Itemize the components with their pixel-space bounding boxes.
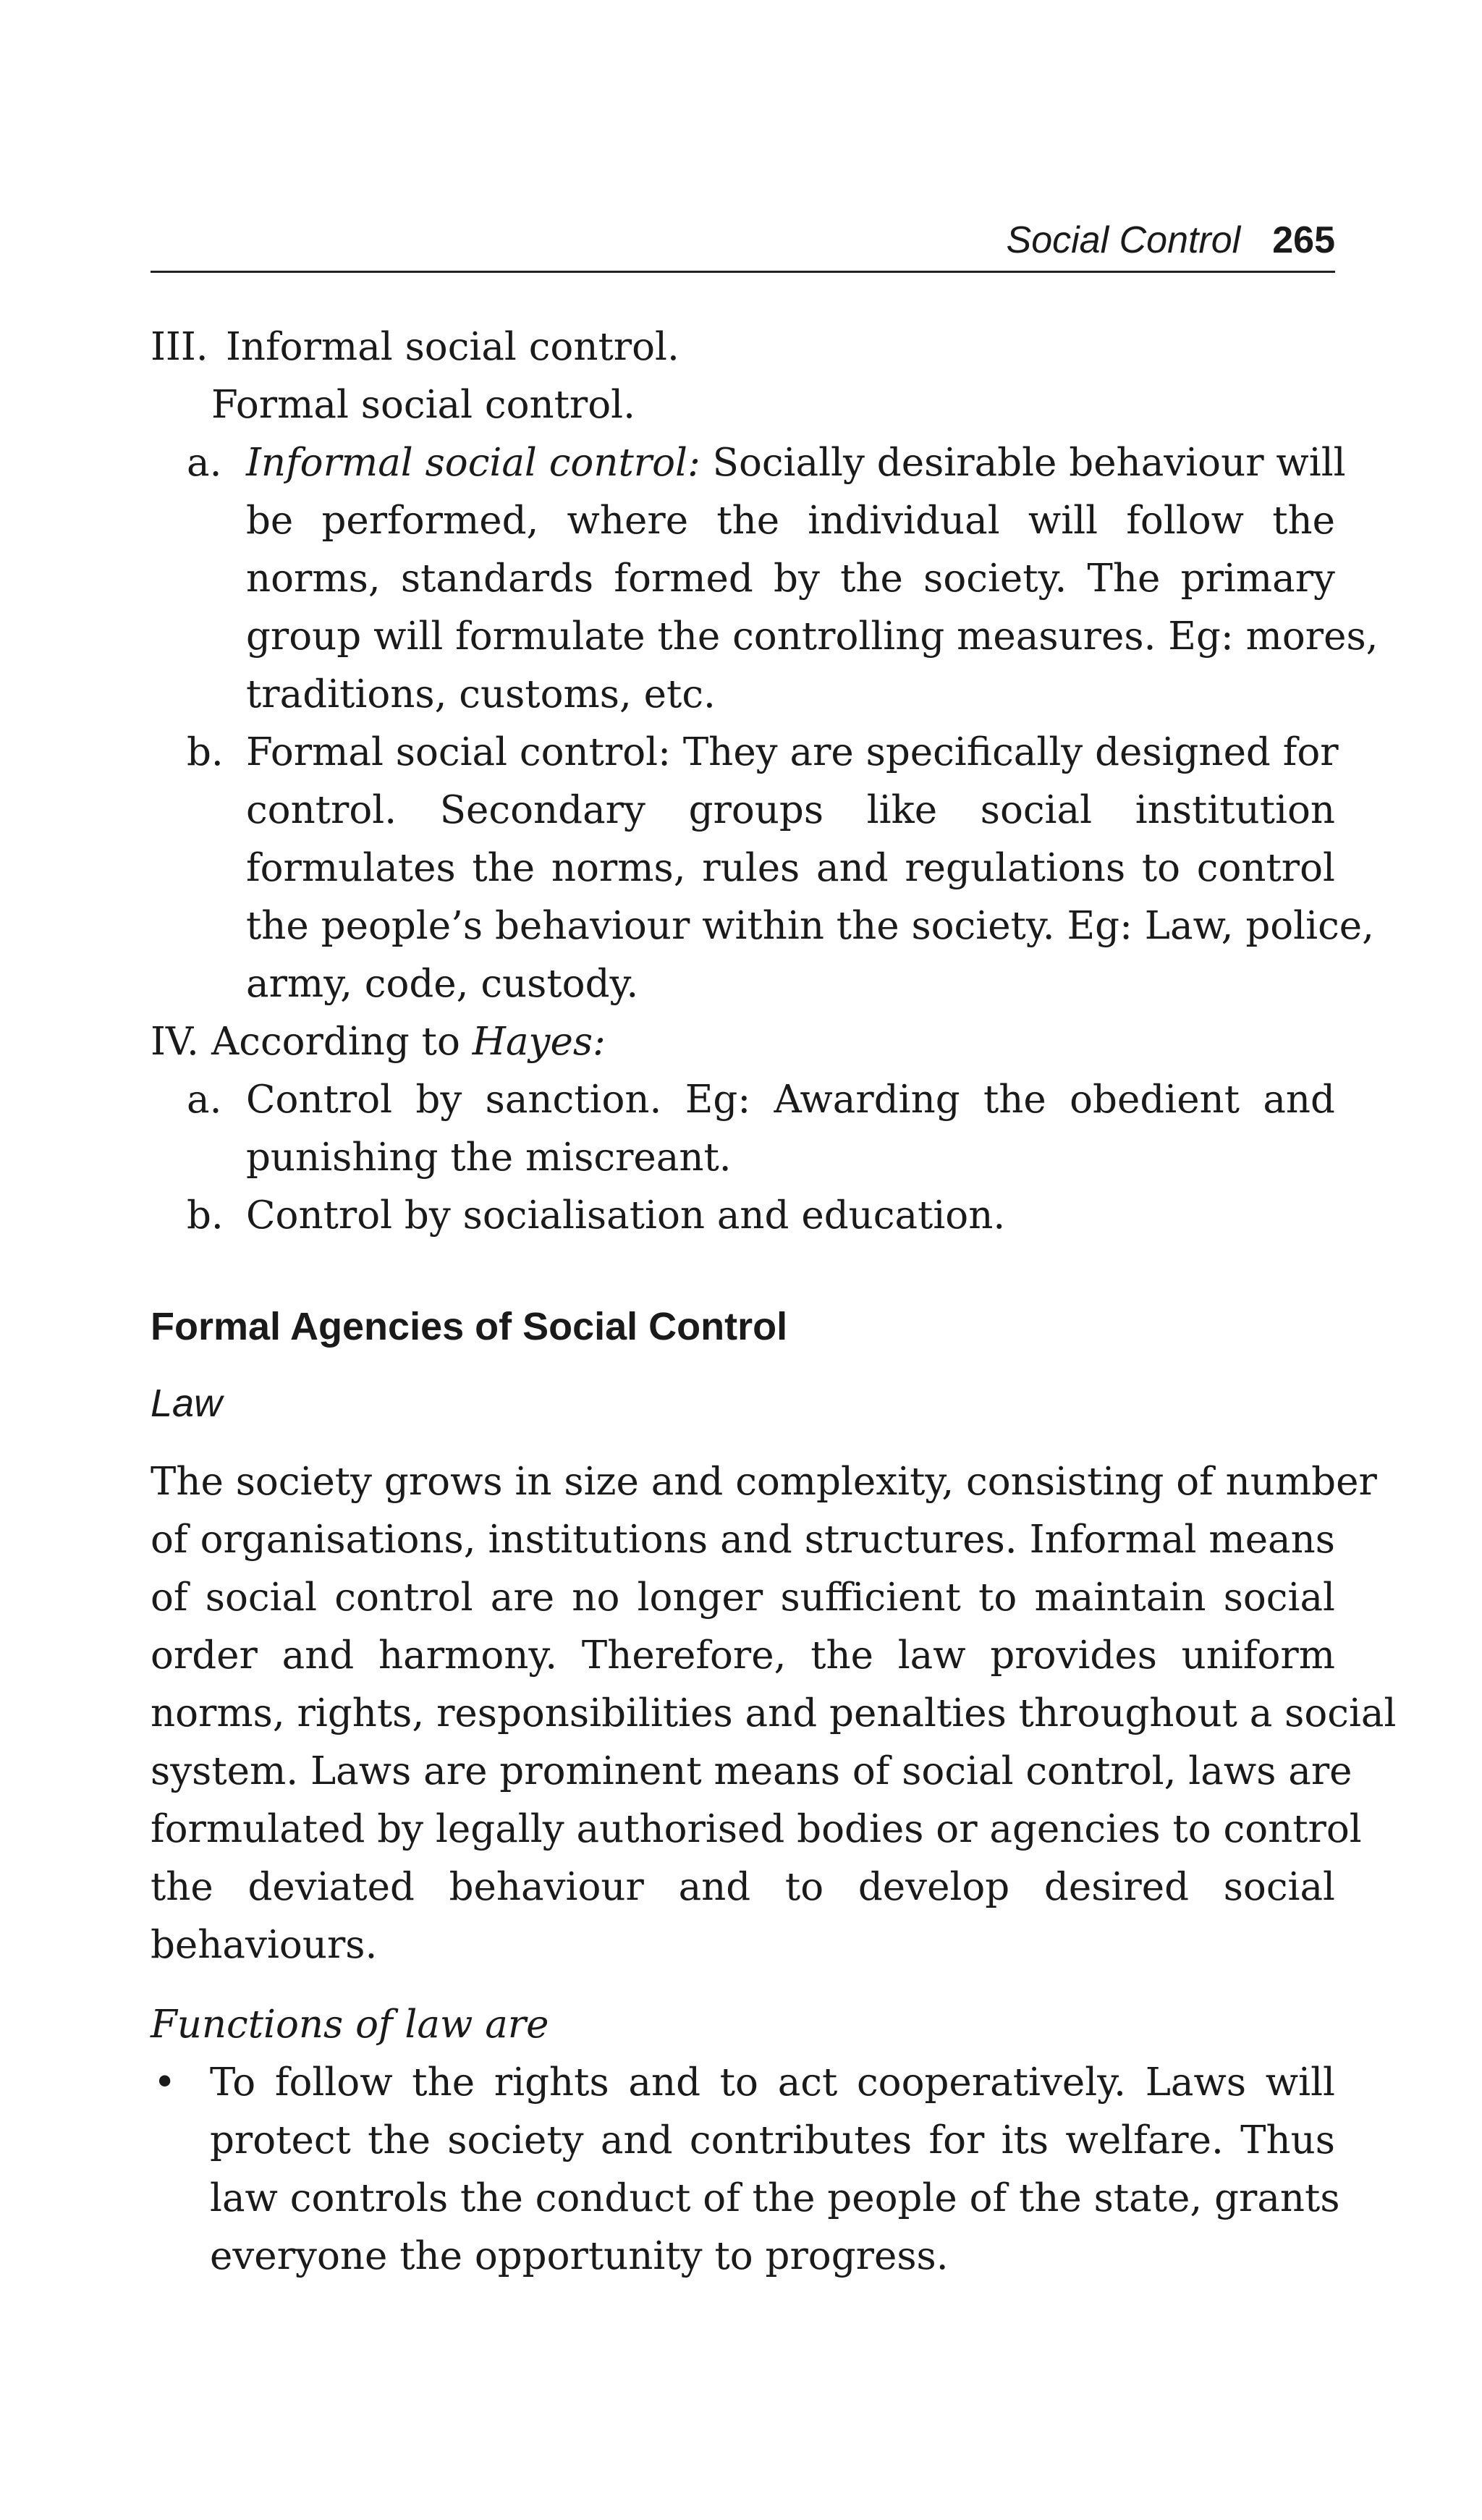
text-line: behaviours. <box>151 1923 378 1967</box>
bullet-item <box>151 2054 1340 2286</box>
text-line: Formal social control: They are specifically designed for <box>246 730 1339 774</box>
text-line: protect the society and contributes for its welfare. Thus <box>210 2118 1335 2162</box>
text-line: punishing the miscreant. <box>246 1136 732 1180</box>
running-head <box>151 210 1335 273</box>
text-line: traditions, customs, etc. <box>246 672 716 716</box>
text-line: control. Secondary groups like social institution <box>246 788 1335 832</box>
running-head-title: Social Control <box>1006 219 1241 261</box>
section-iv-header <box>151 1013 1335 1071</box>
text-line: The society grows in size and complexity, consisting of number <box>151 1460 1377 1504</box>
section-iv-marker: IV. <box>151 1020 199 1064</box>
section-iii-line-1: Informal social control. <box>226 325 679 369</box>
text-line: of organisations, institutions and structures. Informal means <box>151 1518 1335 1562</box>
item-marker: a. <box>187 1078 222 1122</box>
section-iii-marker: III. <box>151 325 208 369</box>
text-line: everyone the opportunity to progress. <box>210 2234 949 2278</box>
text-line: be performed, where the individual will follow the <box>246 499 1335 543</box>
author-name: Hayes: <box>472 1020 606 1064</box>
text-line: To follow the rights and to act cooperatively. Laws will <box>210 2060 1335 2105</box>
text-line: the deviated behaviour and to develop desired social <box>151 1865 1335 1909</box>
section-heading: Formal Agencies of Social Control <box>151 1305 788 1348</box>
text-line: law controls the conduct of the people of the state, grants <box>210 2176 1340 2220</box>
item-marker: b. <box>187 730 224 774</box>
text-line: Informal social control: Socially desirable behaviour will <box>246 441 1346 485</box>
text-line: norms, standards formed by the society. The primary <box>246 557 1335 601</box>
page-number: 265 <box>1272 219 1335 261</box>
text-line: army, code, custody. <box>246 962 639 1006</box>
item-marker: b. <box>187 1193 224 1238</box>
section-iii-header <box>151 318 1335 434</box>
text-line: Control by socialisation and education. <box>246 1193 1006 1238</box>
section-iii-line-2: Formal social control. <box>211 383 635 427</box>
text-line: system. Laws are prominent means of social control, laws are <box>151 1749 1352 1793</box>
section-iii-item-b <box>151 724 1374 1013</box>
section-iv-item-a <box>151 1071 1335 1187</box>
section-iii-item-a <box>151 434 1379 724</box>
section-iv-line: According to Hayes: <box>211 1020 606 1064</box>
text-line: formulated by legally authorised bodies or agencies to control <box>151 1807 1362 1851</box>
section-iv-item-b <box>151 1187 1335 1245</box>
law-paragraph <box>151 1453 1397 1974</box>
text-line: formulates the norms, rules and regulations to control <box>246 846 1335 890</box>
book-page <box>151 0 1397 2520</box>
text-line: Control by sanction. Eg: Awarding the obedient and <box>246 1078 1335 1122</box>
functions-heading: Functions of law are <box>151 2003 549 2047</box>
text-line: of social control are no longer sufficient to maintain social <box>151 1576 1335 1620</box>
text-line: the people’s behaviour within the society. Eg: Law, police, <box>246 904 1374 948</box>
text-line: norms, rights, responsibilities and penalties throughout a social <box>151 1691 1397 1735</box>
item-marker: a. <box>187 441 222 485</box>
bullet-icon: • <box>153 2060 177 2105</box>
subheading-law: Law <box>151 1382 223 1425</box>
text-line: group will formulate the controlling measures. Eg: mores, <box>246 614 1379 659</box>
informal-control-term: Informal social control: <box>246 441 700 485</box>
text-line: order and harmony. Therefore, the law provides uniform <box>151 1633 1335 1678</box>
